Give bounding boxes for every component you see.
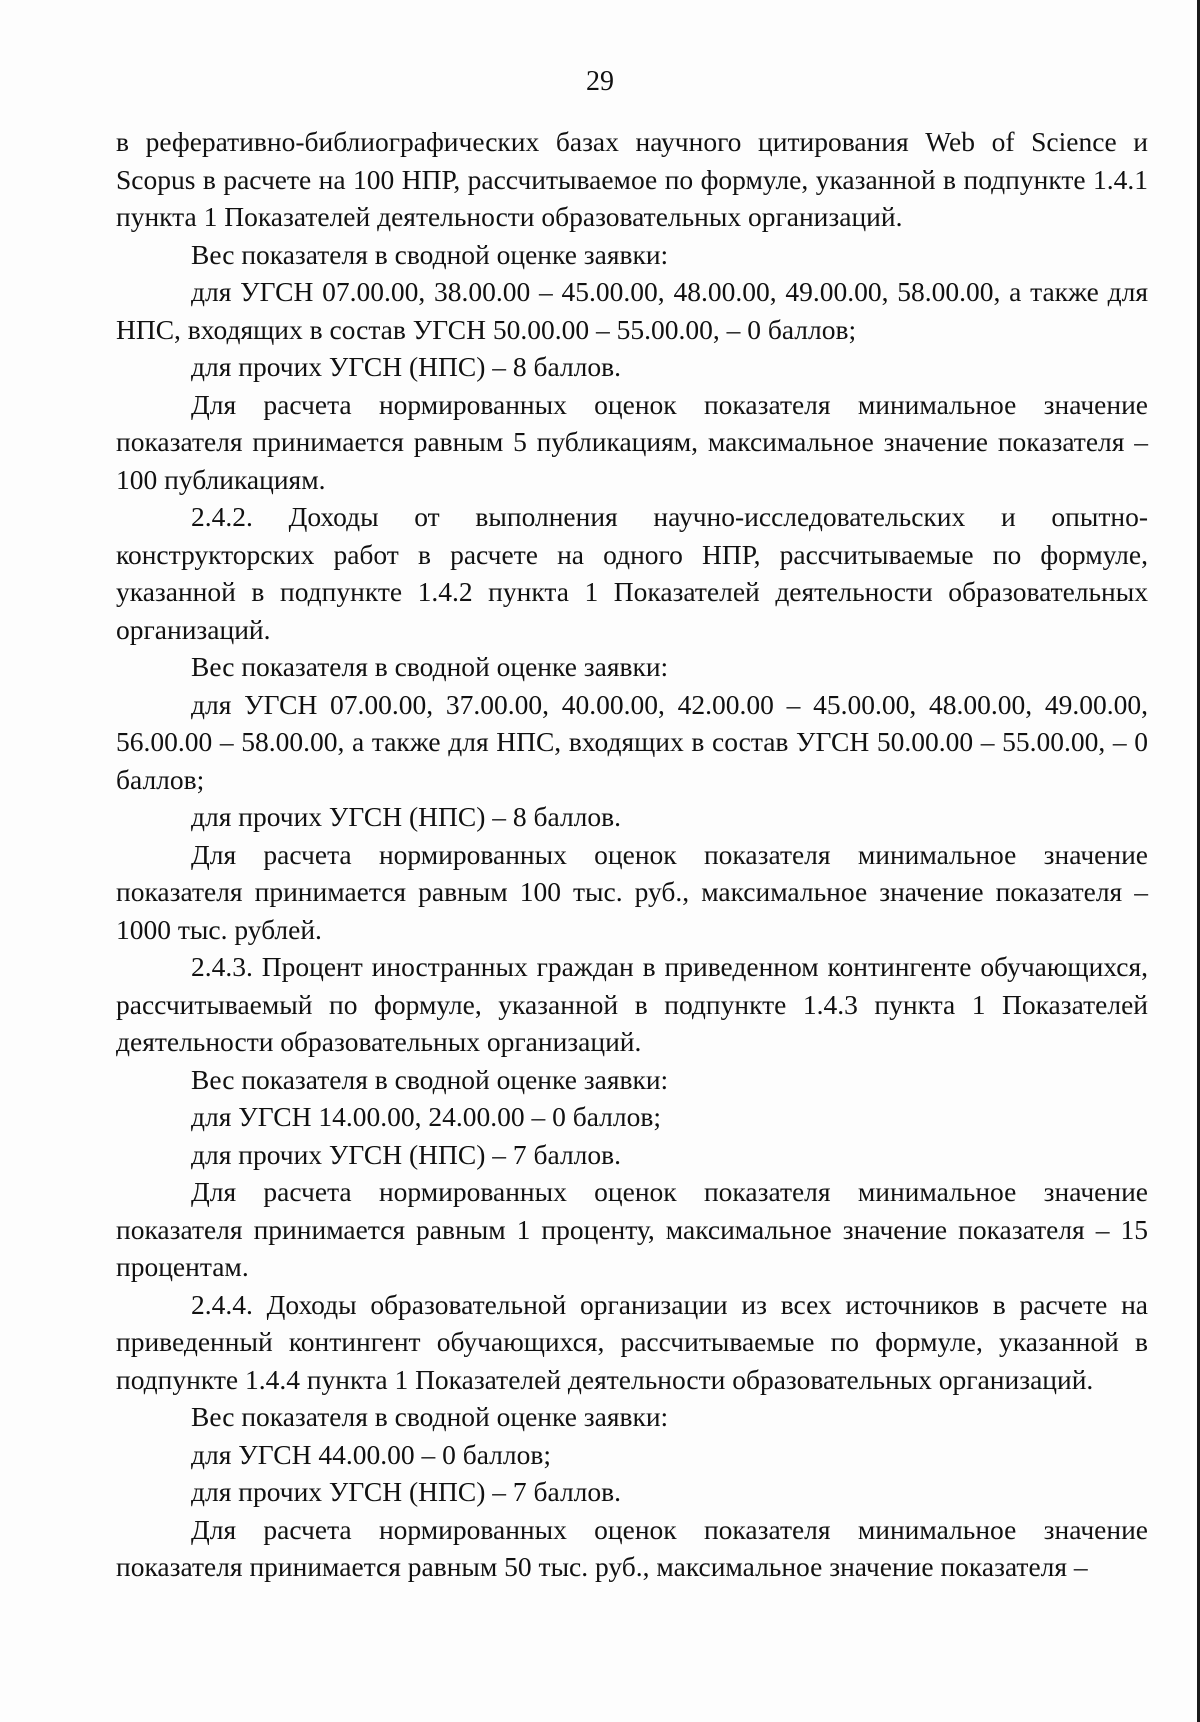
paragraph: для УГСН 07.00.00, 37.00.00, 40.00.00, 42.00.00 – 45.00.00, 48.00.00, 49.00.00, 56.00.00 – 58.00.00, а также для НПС, входящих в состав УГСН 50.00.00 – 55.00.00, – 0 баллов; xyxy=(116,688,1148,795)
document-body xyxy=(116,123,1148,1586)
paragraph: для прочих УГСН (НПС) – 7 баллов. xyxy=(191,1476,621,1507)
paragraph: для УГСН 44.00.00 – 0 баллов; xyxy=(191,1438,551,1470)
page-number: 29 xyxy=(586,66,614,97)
paragraph: для прочих УГСН (НПС) – 8 баллов. xyxy=(191,801,621,832)
paragraph: для УГСН 14.00.00, 24.00.00 – 0 баллов; xyxy=(191,1101,661,1132)
paragraph: Для расчета нормированных оценок показателя минимальное значение показателя принимается равным 5 публикациям, максимальное значение показателя – 100 публикациям. xyxy=(116,388,1148,495)
paragraph: Вес показателя в сводной оценке заявки: xyxy=(191,238,669,270)
paragraph: для УГСН 07.00.00, 38.00.00 – 45.00.00, 48.00.00, 49.00.00, 58.00.00, а также для НПС, входящих в состав УГСН 50.00.00 – 55.00.00, – 0 баллов; xyxy=(116,276,1148,345)
paragraph: 2.4.2. Доходы от выполнения научно-исследовательских и опытно-конструкторских работ в расчете на одного НПР, рассчитываемые по формуле, указанной в подпункте 1.4.2 пункта 1 Показателей деятельности образовательных организаций. xyxy=(116,501,1148,645)
paragraph: Вес показателя в сводной оценке заявки: xyxy=(191,651,669,682)
paragraph: для прочих УГСН (НПС) – 7 баллов. xyxy=(191,1138,621,1170)
paragraph: Для расчета нормированных оценок показателя минимальное значение показателя принимается равным 100 тыс. руб., максимальное значение показателя – 1000 тыс. рублей. xyxy=(116,838,1148,945)
paragraph: Вес показателя в сводной оценке заявки: xyxy=(191,1401,669,1432)
paragraph: Для расчета нормированных оценок показателя минимальное значение показателя принимается равным 50 тыс. руб., максимальное значение показателя – xyxy=(116,1513,1148,1582)
paragraph: 2.4.3. Процент иностранных граждан в приведенном контингенте обучающихся, рассчитываемый по формуле, указанной в подпункте 1.4.3 пункта 1 Показателей деятельности образовательных организаций. xyxy=(116,951,1148,1057)
paragraph: Для расчета нормированных оценок показателя минимальное значение показателя принимается равным 1 проценту, максимальное значение показателя – 15 процентам. xyxy=(116,1176,1148,1282)
paragraph: 2.4.4. Доходы образовательной организации из всех источников в расчете на приведенный контингент обучающихся, рассчитываемые по формуле, указанной в подпункте 1.4.4 пункта 1 Показателей деятельности образовательных организаций. xyxy=(116,1288,1148,1395)
paragraph: для прочих УГСН (НПС) – 8 баллов. xyxy=(191,351,621,382)
paragraph: в реферативно-библиографических базах научного цитирования Web of Science и Scopus в расчете на 100 НПР, рассчитываемое по формуле, указанной в подпункте 1.4.1 пункта 1 Показателей деятельности образовательных организаций. xyxy=(116,126,1148,232)
paragraph: Вес показателя в сводной оценке заявки: xyxy=(191,1063,669,1095)
